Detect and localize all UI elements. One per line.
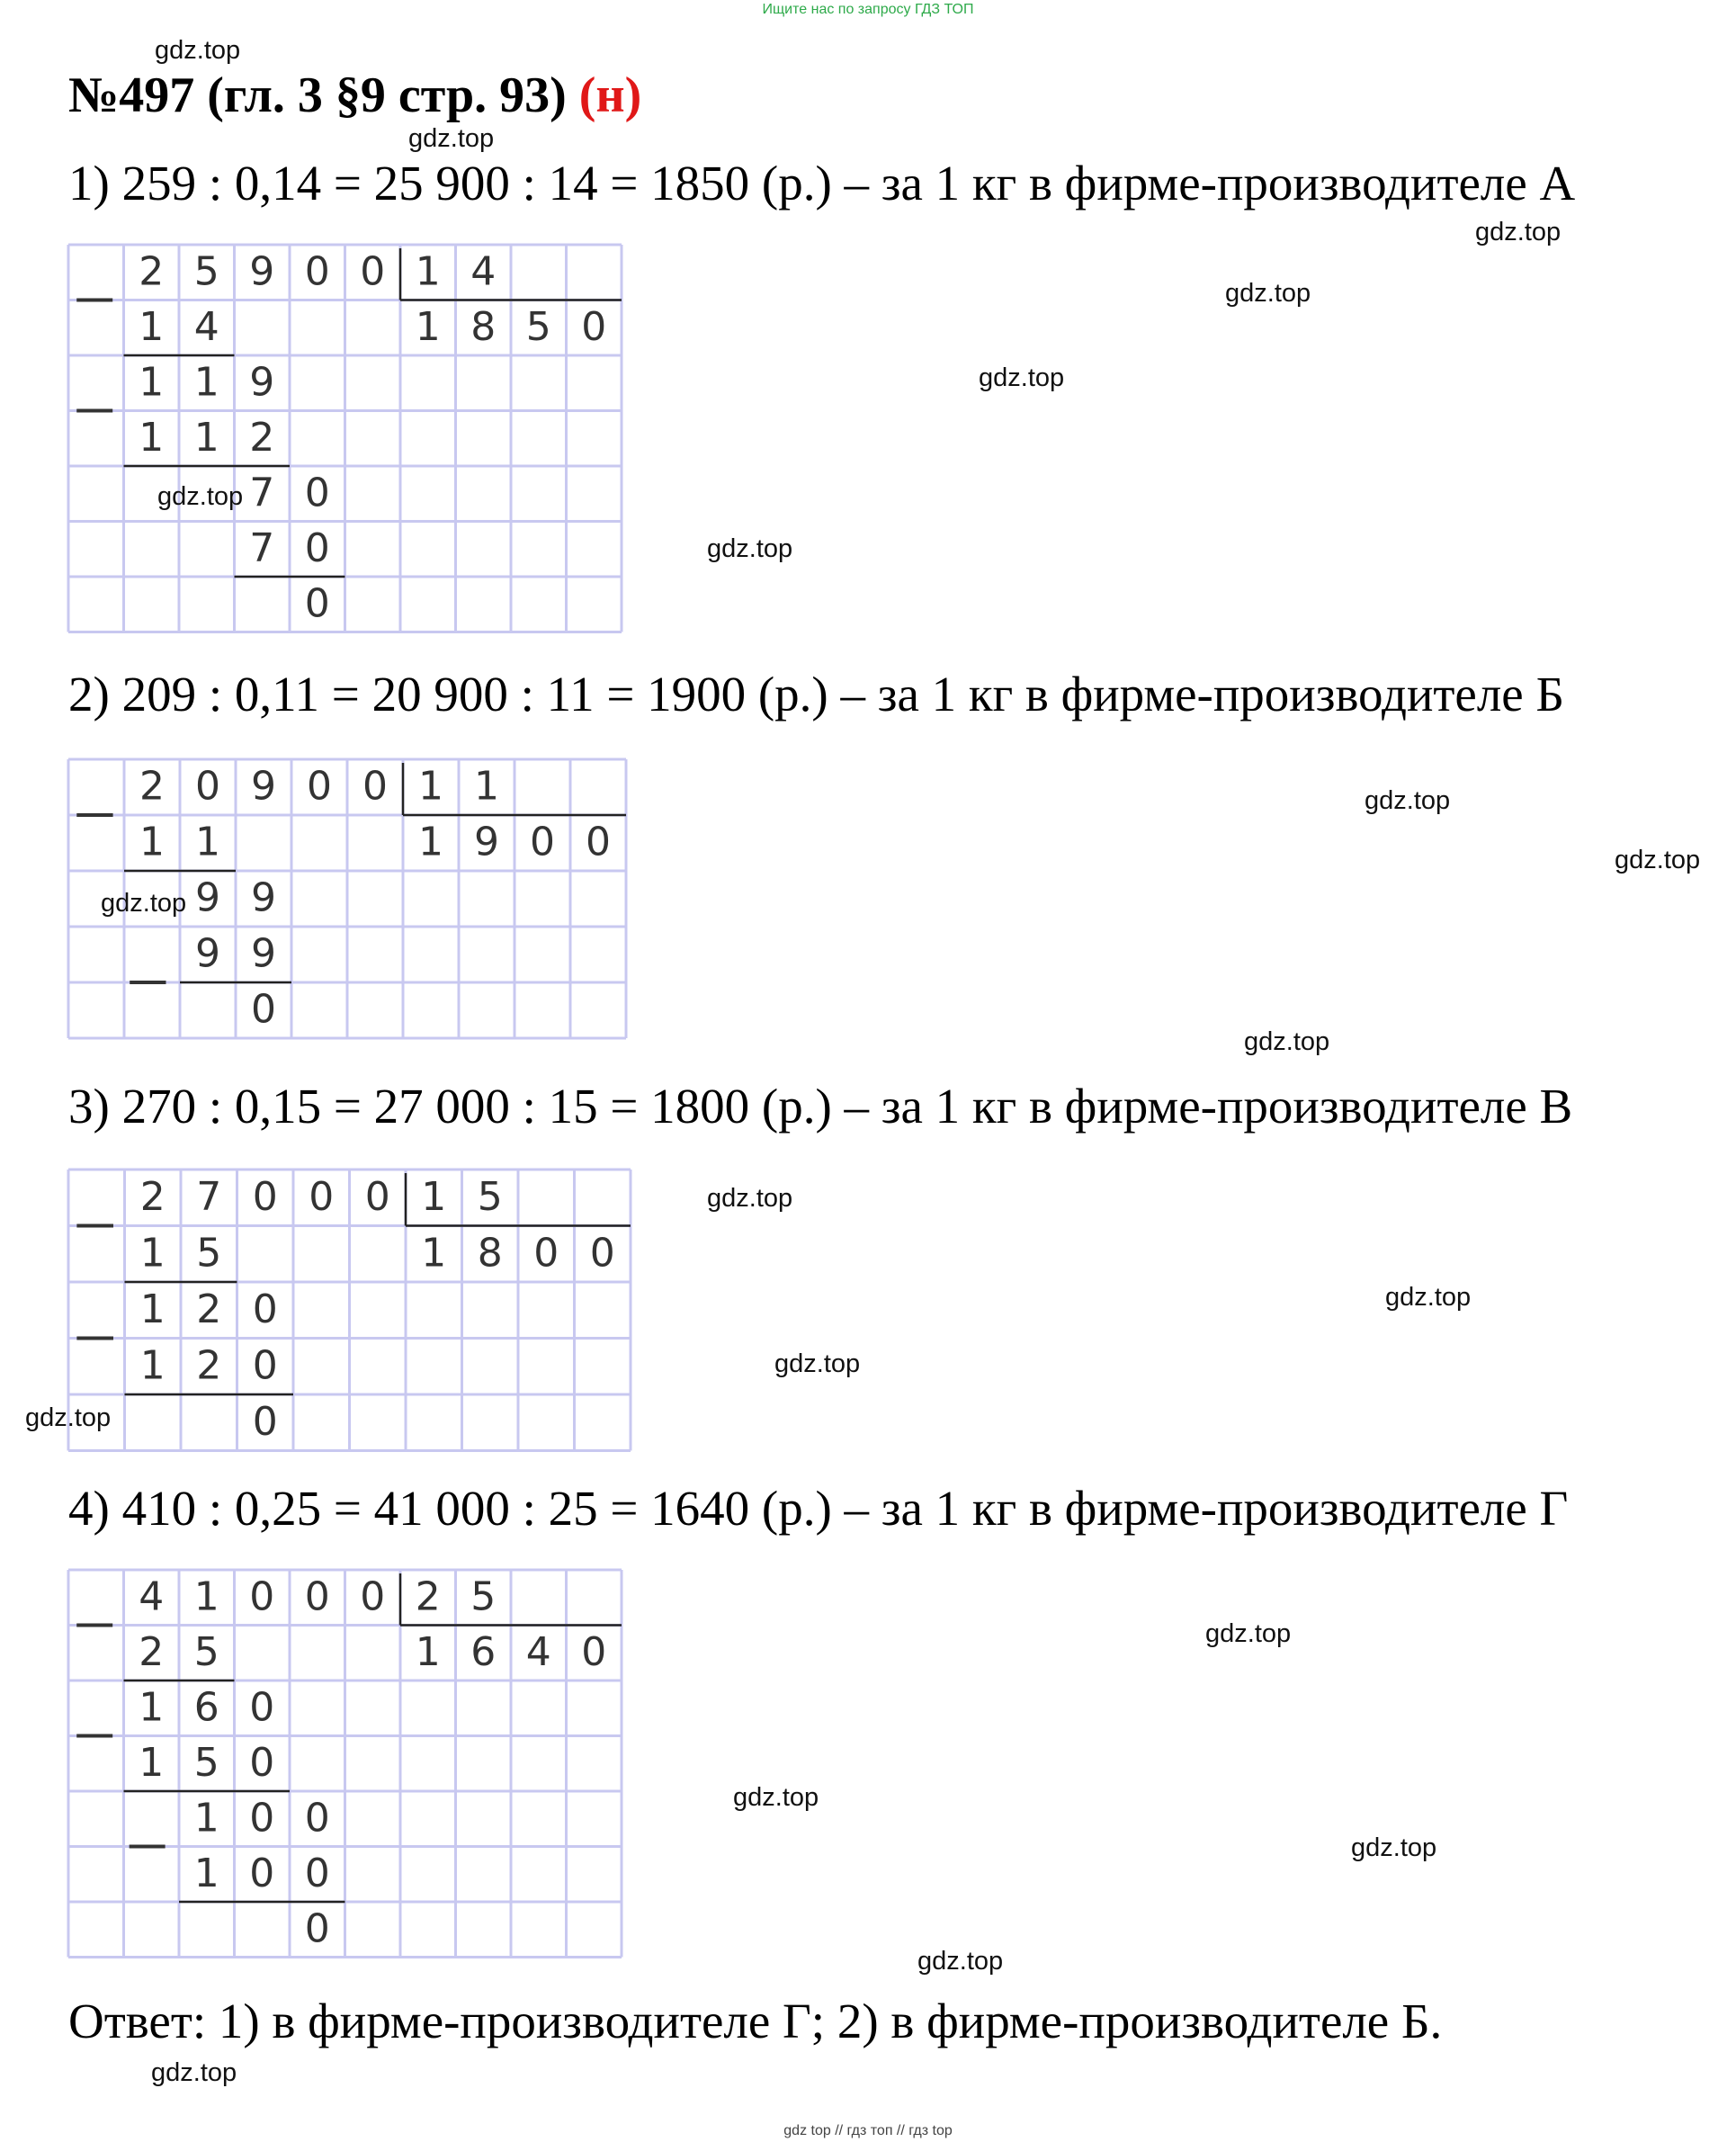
digit: 9 — [249, 248, 275, 295]
digit: 1 — [415, 1628, 441, 1675]
digit: 0 — [530, 819, 555, 865]
page-title — [68, 67, 641, 124]
digit: 1 — [193, 1795, 219, 1842]
digit: 9 — [195, 874, 220, 921]
digit: 6 — [470, 1628, 497, 1675]
digit: 8 — [470, 303, 497, 350]
solution-line-1: 1) 259 : 0,14 = 25 900 : 14 = 1850 (р.) – за 1 кг в фирме-производителе А — [68, 156, 1576, 211]
digit: 0 — [589, 1230, 615, 1277]
digit: 7 — [249, 524, 275, 571]
watermark: gdz.top — [917, 1947, 1004, 1976]
digit: 1 — [139, 1739, 165, 1786]
digit: 0 — [360, 248, 386, 295]
digit: 6 — [193, 1684, 219, 1731]
digit: 1 — [418, 819, 443, 865]
digit: 1 — [139, 1342, 166, 1389]
digit: 1 — [139, 414, 165, 461]
digit: 2 — [139, 763, 165, 810]
digit: 0 — [581, 303, 607, 350]
digit: 5 — [470, 1573, 497, 1620]
watermark: gdz.top — [1351, 1833, 1437, 1862]
digit: 0 — [252, 1342, 278, 1389]
digit: 2 — [139, 248, 165, 295]
digit: 0 — [252, 1174, 278, 1220]
digit: 8 — [477, 1230, 503, 1277]
watermark: gdz.top — [1475, 218, 1562, 246]
digit: 1 — [139, 303, 165, 350]
digit: 1 — [193, 1573, 219, 1620]
digit: 0 — [304, 1850, 330, 1896]
watermark: gdz.top — [1225, 279, 1311, 308]
digit: 4 — [139, 1573, 165, 1620]
digit: 1 — [139, 819, 165, 865]
digit: 0 — [304, 248, 330, 295]
digit: 0 — [304, 470, 330, 516]
digit: 1 — [421, 1174, 447, 1220]
watermark: gdz.top — [1365, 786, 1451, 815]
digit: 5 — [196, 1230, 222, 1277]
watermark: gdz.top — [155, 36, 241, 65]
answer-line: Ответ: 1) в фирме-производителе Г; 2) в фирме-производителе Б. — [68, 1994, 1443, 2048]
digit: 0 — [586, 819, 611, 865]
digit: 5 — [525, 303, 551, 350]
digit: 0 — [249, 1739, 275, 1786]
title-mark: (н) — [578, 67, 642, 123]
digit: 0 — [362, 763, 388, 810]
digit: 0 — [304, 524, 330, 571]
watermark: gdz.top — [1205, 1619, 1292, 1648]
digit: 0 — [307, 763, 332, 810]
top-banner: Ищите нас по запросу ГДЗ ТОП — [762, 2, 974, 17]
division-grid-4 — [68, 1570, 622, 1963]
watermark: gdz.top — [408, 124, 495, 153]
digit: 1 — [139, 1684, 165, 1731]
digit: 9 — [195, 930, 220, 977]
digit: 2 — [196, 1286, 222, 1332]
digit: 5 — [477, 1174, 503, 1220]
watermark: gdz.top — [25, 1403, 112, 1432]
digit: 1 — [474, 763, 499, 810]
digit: 1 — [195, 819, 220, 865]
digit: 1 — [139, 359, 165, 406]
digit: 1 — [193, 359, 219, 406]
digit: 0 — [249, 1795, 275, 1842]
solution-line-2: 2) 209 : 0,11 = 20 900 : 11 = 1900 (р.) – за 1 кг в фирме-производителе Б — [68, 667, 1565, 721]
watermark: gdz.top — [151, 2058, 237, 2087]
digit: 0 — [251, 986, 276, 1033]
digit: 0 — [581, 1628, 607, 1675]
digit: 1 — [193, 414, 219, 461]
digit: 2 — [415, 1573, 441, 1620]
digit: 0 — [309, 1174, 335, 1220]
digit: 5 — [193, 1739, 219, 1786]
digit: 5 — [193, 1628, 219, 1675]
watermark: gdz.top — [774, 1349, 861, 1378]
digit: 9 — [249, 359, 275, 406]
digit: 0 — [360, 1573, 386, 1620]
digit: 2 — [139, 1174, 166, 1220]
digit: 7 — [196, 1174, 222, 1220]
digit: 4 — [193, 303, 219, 350]
digit: 2 — [139, 1628, 165, 1675]
digit: 0 — [304, 1795, 330, 1842]
digit: 1 — [139, 1286, 166, 1332]
digit: 9 — [251, 874, 276, 921]
digit: 0 — [304, 580, 330, 627]
digit: 9 — [251, 930, 276, 977]
digit: 7 — [249, 470, 275, 516]
digit: 1 — [421, 1230, 447, 1277]
watermark: gdz.top — [733, 1783, 819, 1812]
title-main: №497 (гл. 3 §9 стр. 93) — [68, 67, 567, 123]
watermark: gdz.top — [707, 1184, 793, 1213]
digit: 9 — [251, 763, 276, 810]
watermark: gdz.top — [157, 482, 244, 511]
digit: 0 — [249, 1850, 275, 1896]
digit: 1 — [193, 1850, 219, 1896]
solution-line-3: 3) 270 : 0,15 = 27 000 : 15 = 1800 (р.) – за 1 кг в фирме-производителе В — [68, 1079, 1573, 1134]
digit: 1 — [418, 763, 443, 810]
digit: 0 — [364, 1174, 390, 1220]
digit: 2 — [196, 1342, 222, 1389]
division-grid-1 — [68, 245, 632, 635]
digit: 1 — [415, 248, 441, 295]
digit: 0 — [533, 1230, 559, 1277]
watermark: gdz.top — [707, 534, 793, 563]
digit: 0 — [304, 1573, 330, 1620]
digit: 0 — [252, 1286, 278, 1332]
digit: 0 — [195, 763, 220, 810]
watermark: gdz.top — [979, 363, 1065, 392]
solution-line-4: 4) 410 : 0,25 = 41 000 : 25 = 1640 (р.) – за 1 кг в фирме-производителе Г — [68, 1481, 1569, 1536]
watermark: gdz.top — [1615, 846, 1701, 874]
footer-watermark: gdz top // гдз топ // гдз top — [783, 2123, 953, 2138]
watermark: gdz.top — [1244, 1027, 1330, 1056]
digit: 1 — [139, 1230, 166, 1277]
digit: 4 — [470, 248, 497, 295]
digit: 9 — [474, 819, 499, 865]
digit: 1 — [415, 303, 441, 350]
digit: 0 — [252, 1399, 278, 1445]
digit: 5 — [193, 248, 219, 295]
watermark: gdz.top — [1385, 1283, 1472, 1312]
digit: 0 — [249, 1573, 275, 1620]
digit: 2 — [249, 414, 275, 461]
watermark: gdz.top — [101, 889, 187, 918]
digit: 0 — [249, 1684, 275, 1731]
division-grid-3 — [68, 1170, 646, 1452]
digit: 0 — [304, 1905, 330, 1952]
digit: 4 — [525, 1628, 551, 1675]
